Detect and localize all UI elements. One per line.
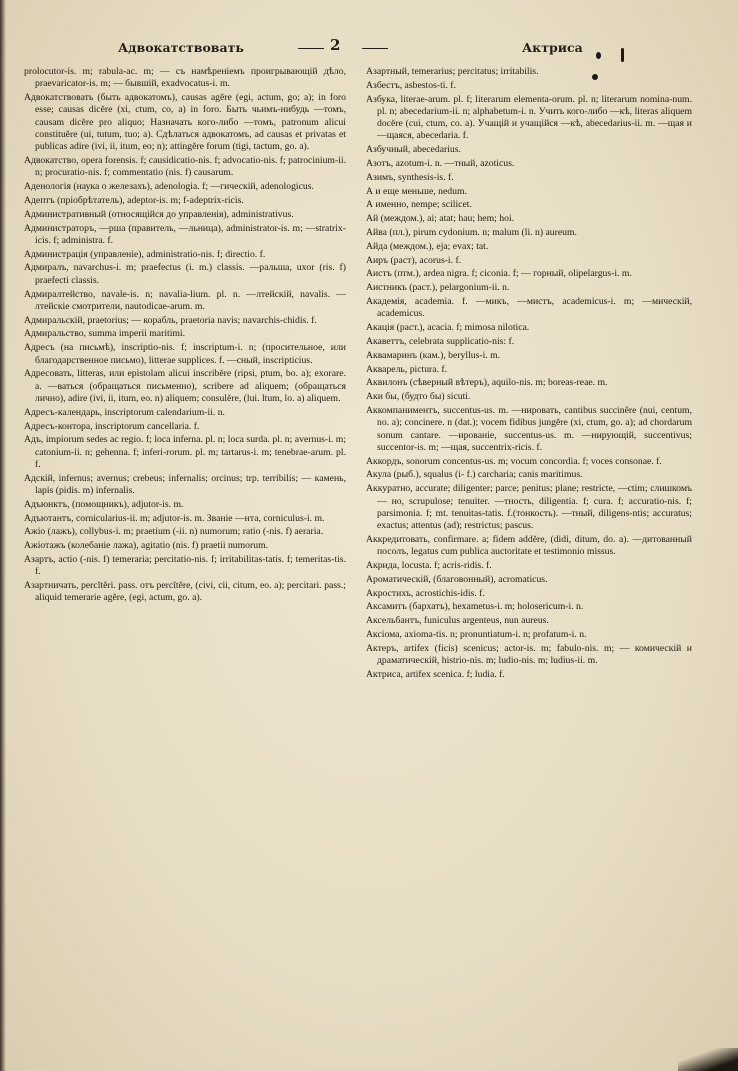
dictionary-entry: Аксіома, axioma-tis. n; pronuntiatum-i. n; profatum-i. n. bbox=[366, 628, 587, 640]
dictionary-entry: Ай (междом.), ai; atat; hau; hem; hoi. bbox=[366, 213, 515, 225]
dictionary-entry: Азартничать, percĭtĕri. pass. отъ percĭtĕre, (civi, cii, citum, eo. a); percitari. pass.; aliquid temerarie agĕre, (egi, actum, go. a). bbox=[24, 580, 346, 604]
dictionary-entry: Айда (междом.), eja; evax; tat. bbox=[366, 240, 489, 252]
dictionary-entry: Актриса, artifex scenica. f; ludia. f. bbox=[366, 668, 505, 680]
dictionary-entry: Адресъ (на письмѣ), inscriptio-nis. f; inscriptum-i. n; (просительное, или благодарственное письмо), litterae supplices. f. —сный, inscripticius. bbox=[24, 342, 346, 366]
dictionary-entry: Аистникъ (раст.), pelargonium-ii. n. bbox=[366, 282, 510, 294]
dictionary-entry: Адептъ (пріобрѣтатель), adeptor-is. m; f-adeptrix-ricis. bbox=[24, 194, 244, 206]
page-binding-shadow bbox=[0, 0, 6, 1071]
dictionary-entry: Администрація (управленіе), administratio-nis. f; directio. f. bbox=[24, 248, 266, 260]
left-column bbox=[24, 66, 346, 606]
dictionary-entry: Адресъ-календарь, inscriptorum calendarium-ii. n. bbox=[24, 406, 225, 418]
header-rule-left bbox=[298, 48, 324, 49]
header-right-guide-word: Актриса bbox=[522, 40, 583, 55]
dictionary-entry: Адмиралтейство, navale-is. n; navalia-lium. pl. n. —лтейскій, navalis. —лтейскіе смотрители, nautodicae-arum. m. bbox=[24, 288, 346, 312]
dictionary-entry: А и еще меньше, nedum. bbox=[366, 185, 467, 197]
dictionary-entry: Адвокатство, opera forensis. f; causidicatio-nis. f; advocatio-nis. f; patrocinium-ii. n; procuratio-nis. f; commentatio (nis. f) causarum. bbox=[24, 155, 346, 179]
header-rule-right bbox=[362, 48, 388, 49]
dictionary-entry: Акація (раст.), acacia. f; mimosa nilotica. bbox=[366, 322, 530, 334]
dictionary-entry: Аккомпаниментъ, succentus-us. m. —нировать, cantibus succinĕre (nui, centum, no. a); concinere. n (dat.); vocem fidibus jungĕre (xi, ctum, go. a); ad chordarum sonum cantare. —ированіе, succentus-us. m. —нирующій, succentivus; succentor-is. m; —щая, succentrix-ricis. f. bbox=[366, 404, 692, 453]
dictionary-entry: Администраторъ, —рша (правитель, —льница), administrator-is. m; —stratrix-icis. f; administra. f. bbox=[24, 222, 346, 246]
dictionary-entry: Азартный, temerarius; percitatus; irritabilis. bbox=[366, 66, 539, 77]
dictionary-entry: Адресовать, litteras, или epistolam alicui inscribĕre (ripsi, ptum, bo. a); exorare. a. —ваться (обращаться письменно), scribere ad aliquem; (обращаться лично), adire (ivi, ii, itum, eo. n) aliquem; consulĕre, (lui. ltum, lo. a) aliquem. bbox=[24, 368, 346, 404]
dictionary-entry: Аквамаринъ (кам.), beryllus-i. m. bbox=[366, 349, 501, 361]
dictionary-entry: Айва (пл.), pirum cydonium. n; malum (li. n) aureum. bbox=[366, 227, 577, 239]
dictionary-entry: Адъюнктъ, (помощникъ), adjutor-is. m. bbox=[24, 498, 184, 510]
page-header bbox=[0, 36, 738, 58]
dictionary-entry: prolocutor-is. m; rabula-ac. m; — съ намѣреніемъ проигрывающій дѣло, praevaricator-is. m; — бывшій, exadvocatus-i. m. bbox=[24, 66, 346, 90]
dictionary-entry: Адмиральство, summa imperii maritimi. bbox=[24, 328, 186, 340]
dictionary-entry: Аксельбантъ, funiculus argenteus, nun aureus. bbox=[366, 615, 549, 627]
dictionary-entry: Ароматическій, (благовонный), acromaticus. bbox=[366, 573, 548, 585]
dictionary-entry: Аккредитовать, confirmare. a; fidem addĕre, (didi, ditum, do. a). —дитованный посолъ, legatus cum publica auctoritate et testimonio missus. bbox=[366, 533, 692, 558]
dictionary-entry: Азбучный, abecedarius. bbox=[366, 144, 461, 156]
dictionary-entry: Адвокатствовать (быть адвокатомъ), causas agĕre (egi, actum, go; a); in foro esse; causas dicĕre (xi, ctum, co, a) in foro. Быть чьимъ-нибудь —томъ, causam dicĕre pro aliquo; Назначать кого-либо —томъ, patronum alicui constituĕre (ui, tutum, tuo; a). Сдѣлаться адвокатомъ, ad causas et privatas et publicas adire (ivi, ii, itum, eo; n); attingĕre forum (tigi, tactum, go. a). bbox=[24, 92, 346, 153]
dictionary-entry: Ажіо (лажъ), collybus-i. m; praetium (-ii. n) numorum; ratio (-nis. f) aeraria. bbox=[24, 526, 324, 538]
right-column bbox=[366, 66, 692, 683]
dictionary-entry: Аденологія (наука о железахъ), adenologia. f; —гическій, adenologicus. bbox=[24, 181, 314, 193]
dictionary-entry: Аквилонъ (сѣверный вѣтеръ), aquilo-nis. m; boreas-reae. m. bbox=[366, 377, 608, 389]
ink-blot bbox=[596, 52, 601, 59]
dictionary-entry: Азимъ, synthesis-is. f. bbox=[366, 171, 454, 183]
dictionary-entry: Адресъ-контора, inscriptorum cancellaria. f. bbox=[24, 420, 200, 432]
page-number: 2 bbox=[330, 36, 341, 54]
dictionary-entry: Административный (относящійся до управленія), administrativus. bbox=[24, 208, 294, 220]
header-left-guide-word: Адвокатствовать bbox=[118, 40, 244, 55]
dictionary-entry: Адъ, impiorum sedes ac regio. f; loca inferna. pl. n; loca surda. pl. n; avernus-i. m; catonium-ii. n; gehenna. f; inferi-rorum. pl. m; tartarus-i. m; tenebrae-arum. pl. f. bbox=[24, 434, 346, 470]
dictionary-entry: Аккордъ, sonorum concentus-us. m; vocum concordia. f; voces consonae. f. bbox=[366, 455, 662, 467]
dictionary-entry: Аиръ (раст), acorus-i. f. bbox=[366, 254, 462, 266]
dictionary-entry: Акварель, pictura. f. bbox=[366, 363, 448, 375]
dictionary-entry: Академія, academia. f. —микъ, —мистъ, academicus-i. m; —мическій, academicus. bbox=[366, 296, 692, 320]
dictionary-entry: Адмиралъ, navarchus-i. m; praefectus (i. m.) classis. —ральша, uxor (ris. f) praefecti classis. bbox=[24, 262, 346, 286]
dictionary-entry: Акрида, locusta. f; acris-ridis. f. bbox=[366, 559, 492, 571]
dictionary-entry: Аистъ (птм.), ardea nigra. f; ciconia. f; — горный, olipelargus-i. m. bbox=[366, 268, 632, 280]
dictionary-entry: Аки бы, (будто бы) sicuti. bbox=[366, 391, 471, 403]
dictionary-entry: Актеръ, artifex (ficis) scenicus; actor-is. m; fabulo-nis. m; — комическій и драматическій, histrio-nis. m; ludio-nis. m; ludius-ii. m. bbox=[366, 642, 692, 667]
dictionary-entry: Азбука, literae-arum. pl. f; literarum elementa-orum. pl. n; literarum nomina-num. pl. n; abecedarium-ii. n; alphabetum-i. n. Учить кого-либо —кѣ, literas aliquem docĕre (cui, ctum, co. a). Учащій и учащійся —кѣ, abecedarius-ii. m. —щая и —щаяся, abecedaria. f. bbox=[366, 93, 692, 142]
dictionary-entry: Аккуратно, accurate; diligenter; parce; penitus; plane; restricte, —ctim; слишкомъ — но, scrupulose; tenuiter. —тность, diligentia. f; cura. f; accuratio-nis. f; parsimonia. f; mt. tenuitas-tatis. f.(тонкость). —тный, diligens-ntis; accuratus; exactus; attentus (ad); restrictus; pascus. bbox=[366, 483, 692, 532]
dictionary-entry: Акаветтъ, celebrata supplicatio-nis: f. bbox=[366, 335, 515, 347]
dictionary-entry: Азотъ, azotum-i. n. —тный, azoticus. bbox=[366, 158, 515, 170]
dictionary-entry: Адъютантъ, cornicularius-ii. m; adjutor-is. m. Званіе —нта, corniculus-i. m. bbox=[24, 512, 325, 524]
dictionary-entry: А именно, nempe; scilicet. bbox=[366, 199, 472, 211]
ink-blot bbox=[592, 74, 598, 80]
ink-blot bbox=[621, 48, 624, 62]
dictionary-entry: Азбестъ, asbestos-ti. f. bbox=[366, 79, 456, 91]
dictionary-entry: Адскій, infernus; avernus; crebeus; infernalis; orcinus; trp. terribilis; — камень, lapis (pidis. m) infernalis. bbox=[24, 472, 346, 496]
dictionary-entry: Аксамитъ (бархатъ), hexametus-i. m; holosericum-i. n. bbox=[366, 601, 584, 613]
dictionary-entry: Азартъ, actio (-nis. f) temeraria; percitatio-nis. f; irritabilitas-tatis. f; temeritas-tis. f. bbox=[24, 553, 346, 578]
dictionary-entry: Ажіотажъ (колебаніе лажа), agitatio (nis. f) praetii numorum. bbox=[24, 540, 269, 552]
dictionary-entry: Адмиральскій, praetorius; — корабль, praetoria navis; navarchis-chidis. f. bbox=[24, 314, 317, 326]
dictionary-entry: Акула (рыб.), squalus (i- f.) carcharia; canis maritimus. bbox=[366, 469, 583, 481]
page-corner-shadow bbox=[678, 1048, 738, 1071]
dictionary-entry: Акростихъ, acrostichis-idis. f. bbox=[366, 587, 485, 599]
